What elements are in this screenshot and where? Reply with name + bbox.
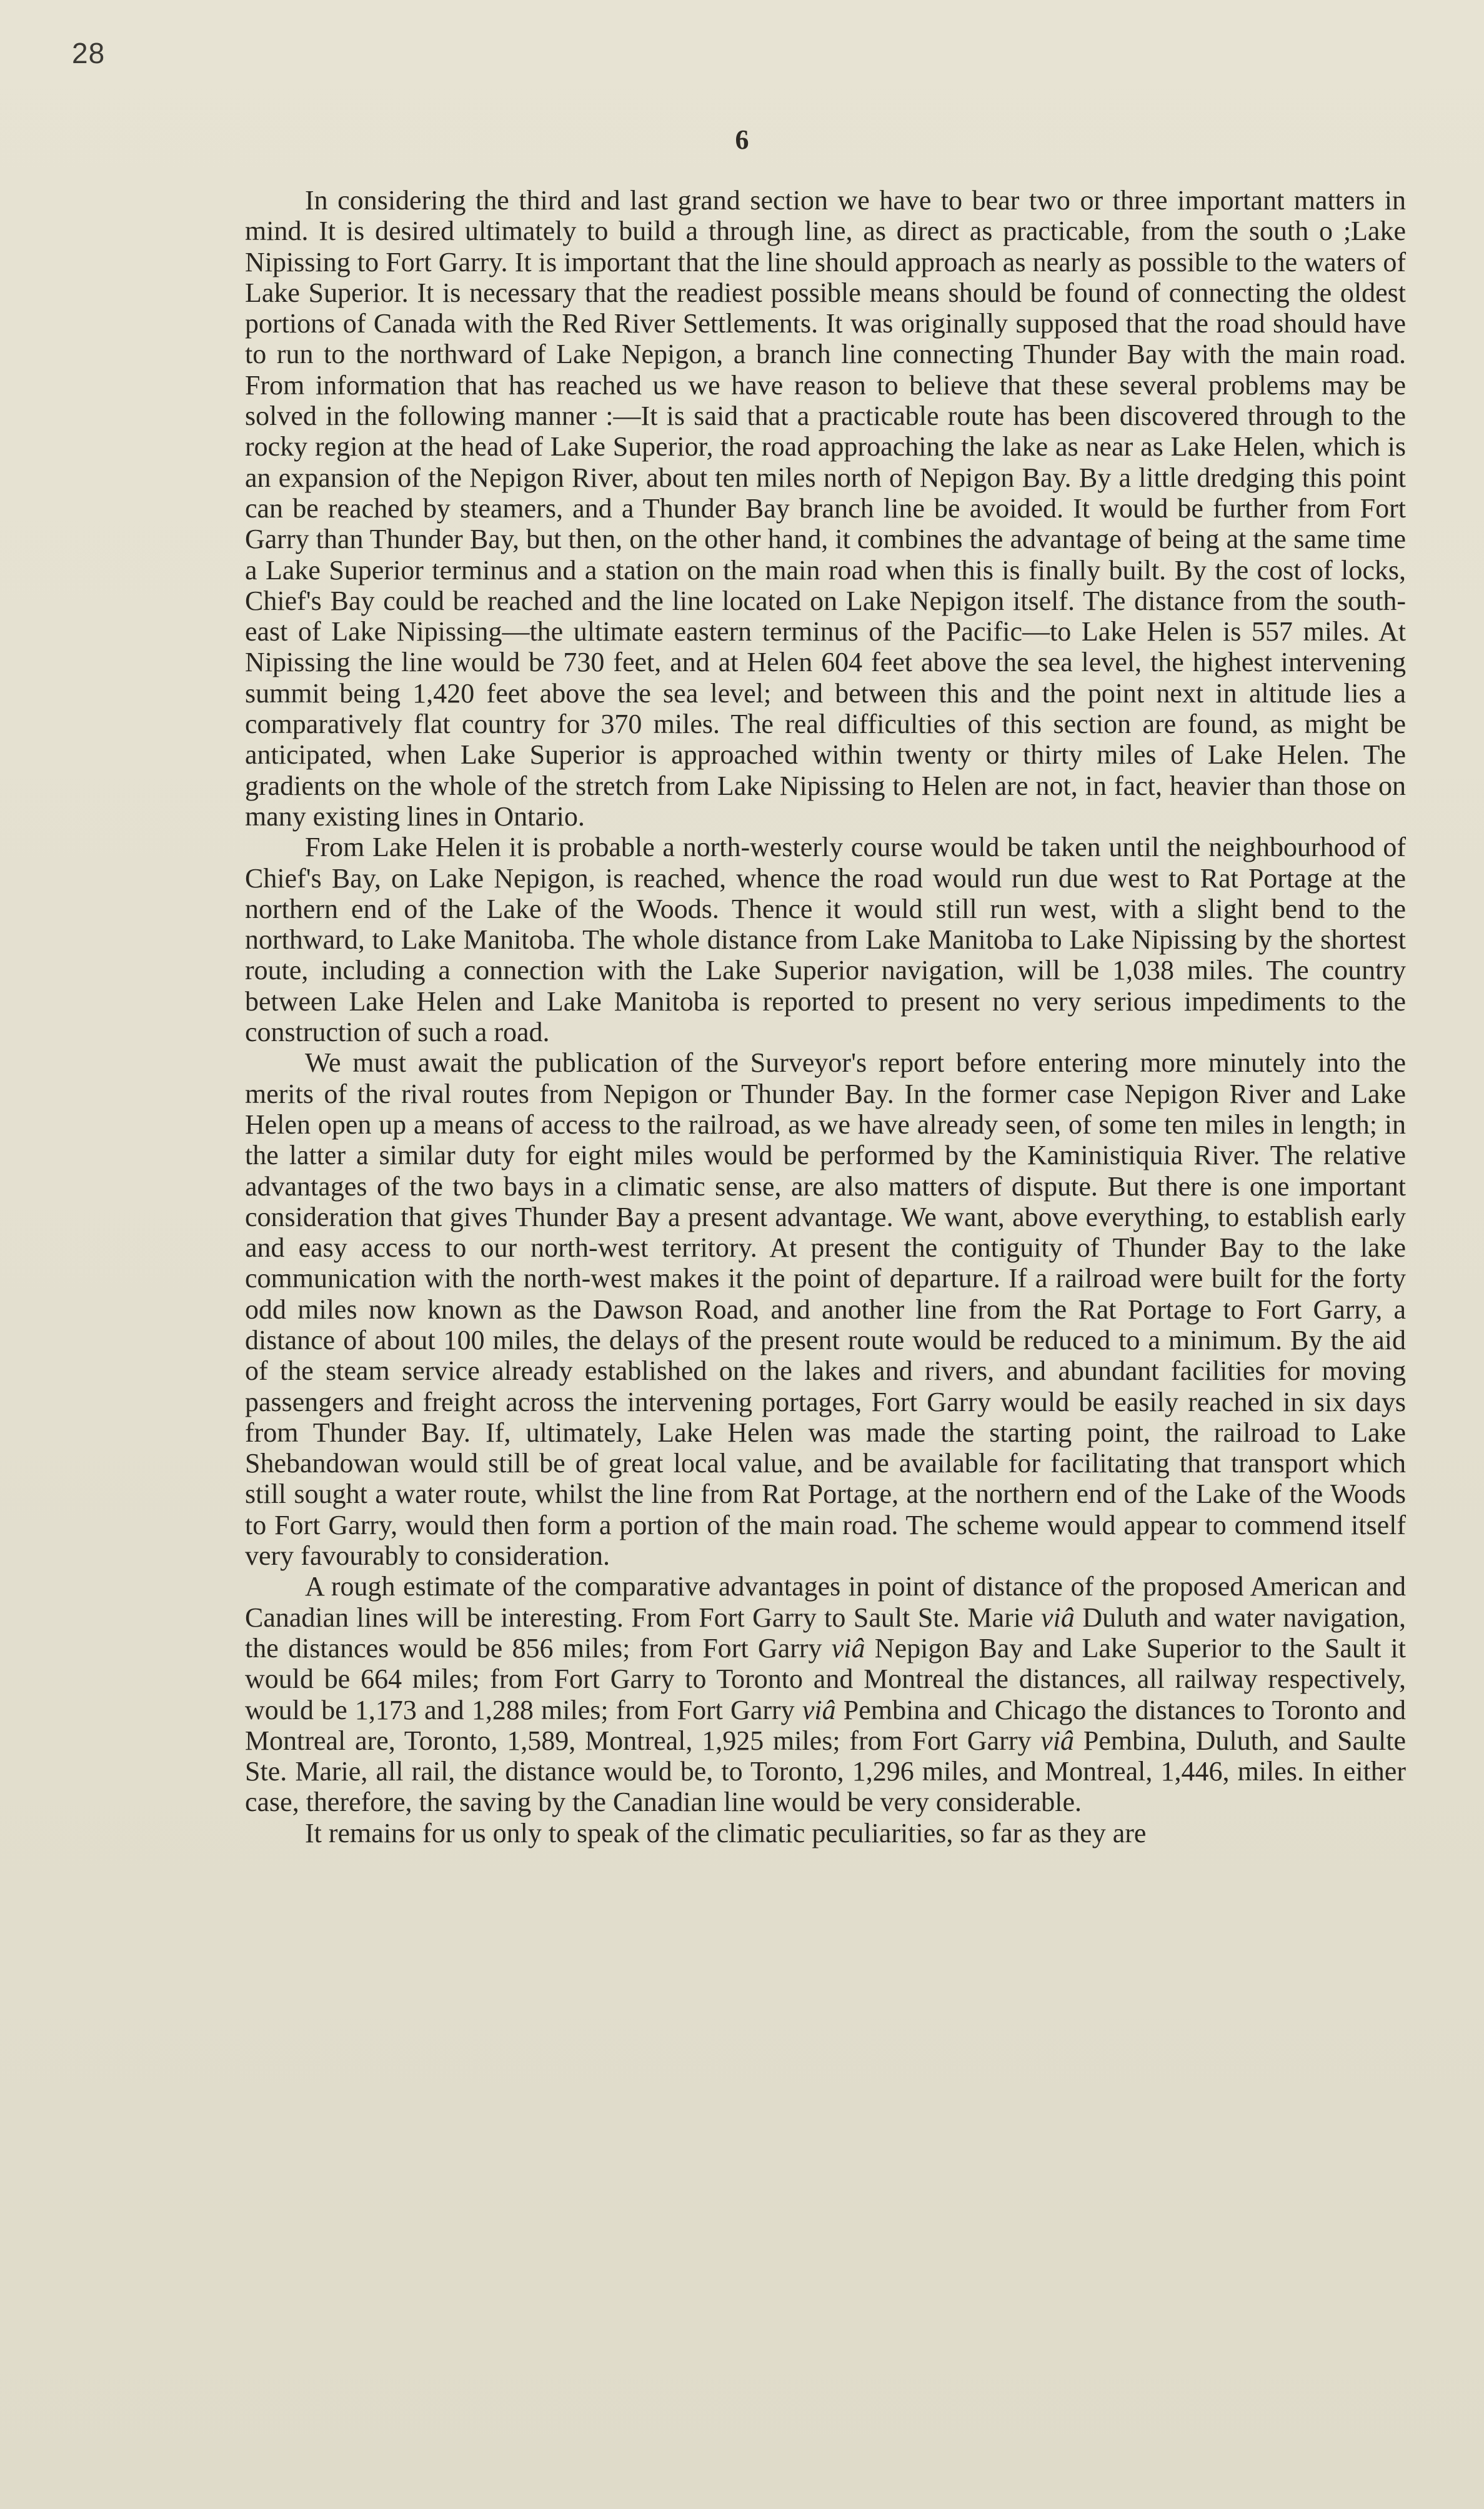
text-run: From Lake Helen it is probable a north-westerly course would be taken until the neighbourhood of Chief's Bay, on Lake Nepigon, is reached, whence the road would run due west to Rat Portage at the northern end of the Lake of the Woods. Thence it would still run west, with a slight bend to the northward, to Lake Manitoba. The whole distance from Lake Manitoba to Lake Nipissing by the shortest route, including a connection with the Lake Superior navigation, will be 1,038 miles. The country between Lake Helen and Lake Manitoba is reported to present no very serious impediments to the construction of such a road. <box>245 832 1406 1048</box>
body-text <box>245 185 1406 1848</box>
text-run: Pembina, Duluth, and Saulte Ste. Marie, all rail, the distance would be, to Toronto, 1,296 miles, and Montreal, 1,446, miles. In either case, therefore, the saving by the Canadian line would be very considerable. <box>245 1725 1407 1818</box>
paragraph <box>245 185 1406 832</box>
paragraph <box>245 1571 1406 1817</box>
paragraph <box>245 1047 1406 1571</box>
italic-text-run: viâ <box>831 1632 865 1664</box>
text-run: Pembina and Chicago the distances to Toronto and Montreal are, Toronto, 1,589, Montreal, 1,925 miles; from Fort Garry <box>245 1694 1406 1756</box>
paragraph <box>245 1818 1406 1848</box>
scan-page-number: 28 <box>72 37 106 69</box>
italic-text-run: viâ <box>802 1694 836 1725</box>
text-run: In considering the third and last grand section we have to bear two or three important matters in mind. It is desired ultimately to build a through line, as direct as practicable, from the south o ;Lake Nipissing to Fort Garry. It is important that the line should approach as nearly as possible to the waters of Lake Superior. It is necessary that the readiest possible means should be found of connecting the oldest portions of Canada with the Red River Settlements. It was originally supposed that the road should have to run to the northward of Lake Nepigon, a branch line connecting Thunder Bay with the main road. From information that has reached us we have reason to believe that these several problems may be solved in the following manner :—It is said that a practicable route has been discovered through to the rocky region at the head of Lake Superior, the road approaching the lake as near as Lake Helen, which is an expansion of the Nepigon River, about ten miles north of Nepigon Bay. By a little dredging this point can be reached by steamers, and a Thunder Bay branch line be avoided. It would be further from Fort Garry than Thunder Bay, but then, on the other hand, it combines the advantage of being at the same time a Lake Superior terminus and a station on the main road when this is finally built. By the cost of locks, Chief's Bay could be reached and the line located on Lake Nepigon itself. The distance from the south-east of Lake Nipissing—the ultimate eastern terminus of the Pacific—to Lake Helen is 557 miles. At Nipissing the line would be 730 feet, and at Helen 604 feet above the sea level, the highest intervening summit being 1,420 feet above the sea level; and between this and the point next in altitude lies a comparatively flat country for 370 miles. The real difficulties of this section are found, as might be anticipated, when Lake Superior is approached within twenty or thirty miles of Lake Helen. The gradients on the whole of the stretch from Lake Nipissing to Helen are not, in fact, heavier than those on many existing lines in Ontario. <box>245 185 1406 832</box>
text-run: A rough estimate of the comparative advantages in point of distance of the proposed American and Canadian lines will be interesting. From Fort Garry to Sault Ste. Marie <box>245 1571 1406 1633</box>
italic-text-run: viâ <box>1041 1602 1075 1633</box>
page-number: 6 <box>735 124 749 155</box>
text-run: Duluth and water navigation, the distances would be 856 miles; from Fort Garry <box>245 1602 1407 1664</box>
text-run: It remains for us only to speak of the climatic peculiarities, so far as they are <box>305 1817 1147 1848</box>
italic-text-run: viâ <box>1040 1725 1075 1756</box>
text-run: We must await the publication of the Surveyor's report before entering more minutely into the merits of the rival routes from Nepigon or Thunder Bay. In the former case Nepigon River and Lake Helen open up a means of access to the railroad, as we have already seen, of some ten miles in length; in the latter a similar duty for eight miles would be performed by the Kaministiquia River. The relative advantages of the two bays in a climatic sense, are also matters of dispute. But there is one important consideration that gives Thunder Bay a present advantage. We want, above everything, to establish early and easy access to our north-west territory. At present the contiguity of Thunder Bay to the lake communication with the north-west makes it the point of departure. If a railroad were built for the forty odd miles now known as the Dawson Road, and another line from the Rat Portage to Fort Garry, a distance of about 100 miles, the delays of the present route would be reduced to a minimum. By the aid of the steam service already established on the lakes and rivers, and abundant facilities for moving passengers and freight across the intervening portages, Fort Garry would be easily reached in six days from Thunder Bay. If, ultimately, Lake Helen was made the starting point, the railroad to Lake Shebandowan would still be of great local value, and be available for facilitating that transport which still sought a water route, whilst the line from Rat Portage, at the northern end of the Lake of the Woods to Fort Garry, would then form a portion of the main road. The scheme would appear to commend itself very favourably to consideration. <box>245 1047 1406 1572</box>
text-run: Nepigon Bay and Lake Superior to the Sault it would be 664 miles; from Fort Garry to Toronto and Montreal the distances, all railway respectively, would be 1,173 and 1,288 miles; from Fort Garry <box>245 1632 1406 1725</box>
paragraph <box>245 832 1406 1047</box>
